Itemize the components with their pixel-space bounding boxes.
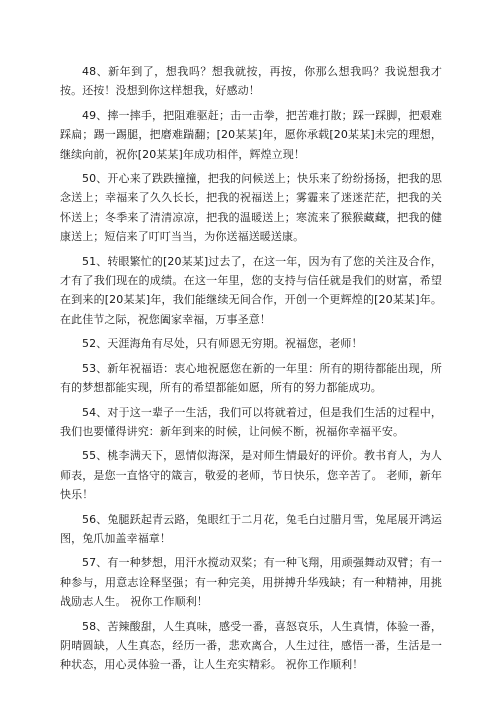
- paragraph-52: 52、天涯海角有尽处，只有师恩无穷期。祝福您，老师！: [82, 337, 363, 351]
- paragraph-55: 55、桃李满天下，恩情似海深，是对师生情最好的评价。教书育人，为人师表，是您一直恪守的箴言，敬爱的老师，节日快乐，您辛苦了。 老师，新年快乐！: [60, 449, 442, 502]
- paragraph-48: 48、新年到了，想我吗？想我就按，再按，你那么想我吗？我说想我才按。还按！没想到你这样想我，好感动！: [60, 65, 442, 98]
- paragraph-51: 51、转眼繁忙的[20某某]过去了，在这一年，因为有了您的关注及合作，才有了我们现在的成绩。在这一年里，您的支持与信任就是我们的财富，希望在到来的[20某某]年，我们能继续无间合作，开创一个更辉煌的[20某某]年。在此佳节之际，祝您阖家幸福，万事圣意！: [60, 254, 442, 326]
- paragraph-56: 56、兔腿跃起青云路，兔眼红于二月花，兔毛白过腊月雪，兔尾展开鸿运图，兔爪加盖幸福章！: [60, 512, 442, 545]
- paragraph-50: 50、开心来了跌跌撞撞，把我的问候送上；快乐来了纷纷扬扬，把我的思念送上；幸福来了久久长长，把我的祝福送上；雾霾来了迷迷茫茫，把我的关怀送上；冬季来了清清凉凉，把我的温暖送上；寒流来了猴猴藏藏，把我的健康送上；短信来了叮叮当当，为你送福送暖送康。: [60, 172, 442, 244]
- paragraph-53: 53、新年祝福语：衷心地祝愿您在新的一年里：所有的期待都能出现，所有的梦想都能实现，所有的希望都能如愿，所有的努力都能成功。: [60, 361, 442, 395]
- paragraph-54: 54、对于这一辈子一生活，我们可以将就着过，但是我们生活的过程中，我们也要懂得讲究：新年到来的时候，让问候不断，祝福你幸福平安。: [60, 405, 442, 438]
- paragraph-57: 57、有一种梦想，用汗水搅动双桨；有一种飞翔，用顽强舞动双臂；有一种参与，用意志诠释坚强；有一种完美，用拼搏升华残缺；有一种精神，用挑战励志人生。 祝你工作顺利！: [60, 556, 442, 609]
- paragraph-58: 58、苦辣酸甜，人生真味，感受一番，喜怒哀乐，人生真情，体验一番，阴晴圆缺，人生真态，经历一番，悲欢离合，人生过往，感悟一番，生活是一种状态，用心灵体验一番，让人生充实精彩。 祝你工作顺利！: [60, 619, 442, 672]
- paragraph-49: 49、摔一摔手，把阻难驱赶；击一击拳，把苦难打散；踩一踩脚，把艰难踩扁；踢一踢腿，把磨难踹翻；[20某某]年，愿你承载[20某某]未完的理想，继续向前，祝你[20某某]年成功相伴，辉煌立现！: [60, 108, 442, 161]
- document-body: [60, 62, 442, 680]
